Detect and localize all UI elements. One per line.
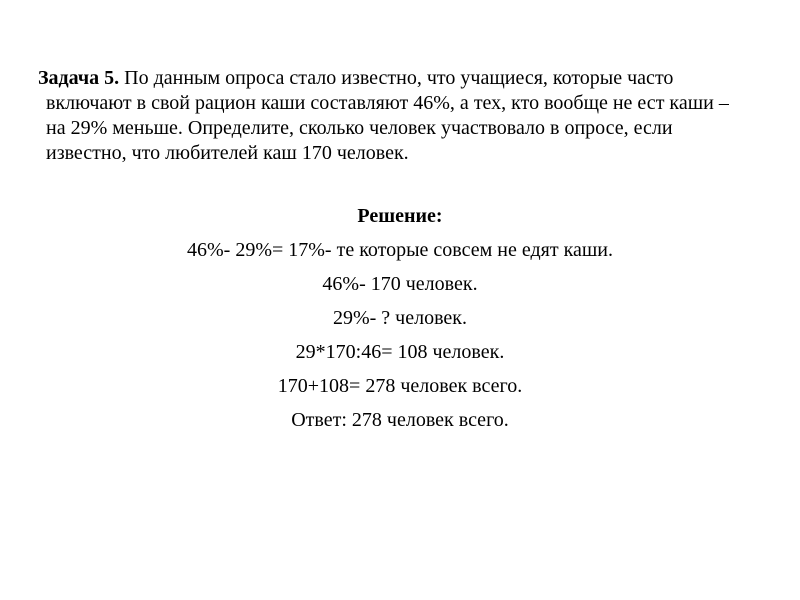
- solution-line: 29%- ? человек.: [332, 307, 468, 329]
- solution-answer: Ответ: 278 человек всего.: [291, 409, 509, 431]
- solution-line: 29*170:46= 108 человек.: [295, 341, 505, 363]
- solution-block: [0, 200, 800, 437]
- solution-line: 46%- 29%= 17%- те которые совсем не едят каши.: [187, 239, 613, 261]
- task-text: По данным опроса стало известно, что учащиеся, которые часто включают в свой рацион каши составляют 46%, а тех, кто вообще не ест каши – на 29% меньше. Определите, сколько человек участвовало в опросе, если известно, что любителей каш 170 человек.: [46, 67, 729, 164]
- solution-line: 170+108= 278 человек всего.: [277, 375, 523, 397]
- solution-heading: Решение:: [357, 205, 443, 227]
- task-label: Задача 5.: [38, 67, 120, 89]
- solution-line: 46%- 170 человек.: [322, 273, 478, 295]
- task-statement: [38, 66, 746, 166]
